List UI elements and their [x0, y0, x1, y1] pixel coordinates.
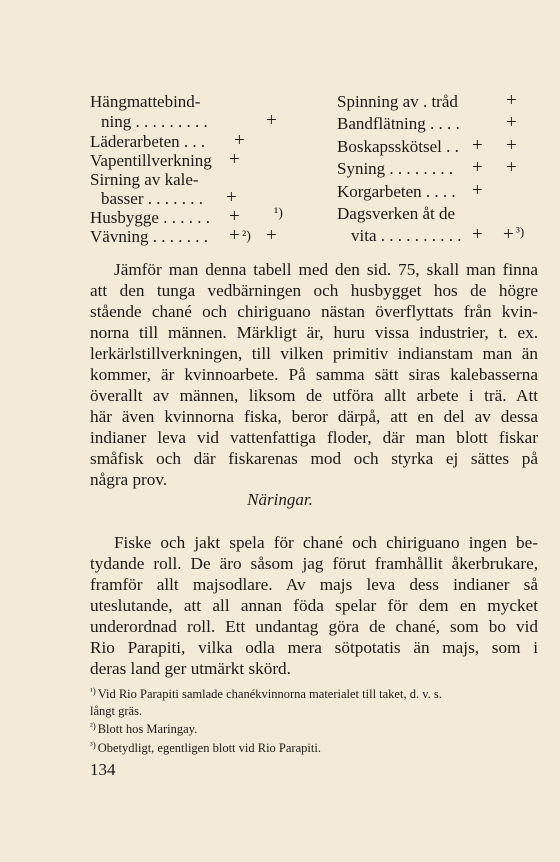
table-row: Boskapsskötsel . . [337, 137, 459, 156]
table-row: Spinning av . tråd [337, 92, 458, 111]
footnote-text: långt gräs. [90, 704, 143, 718]
text-line: här även kvinnorna fiska, beror därpå, att en del av dessa [90, 407, 538, 426]
plus-mark: + [472, 224, 483, 245]
text-line: överallt av männen, liksom de utföra allt arbete i trä. Att [90, 386, 538, 405]
footnote-2 [90, 721, 538, 738]
table-row: Bandflätning . . . . [337, 114, 460, 133]
body-paragraph-1 [90, 259, 538, 490]
plus-mark: + [472, 180, 483, 201]
text-line: underordnad roll. Ett undantag göra de chané, som bo vid [90, 617, 538, 636]
table-row: vita . . . . . . . . . . [351, 226, 462, 245]
section-heading: Näringar. [247, 490, 313, 509]
table-row: Vävning . . . . . . . [90, 227, 209, 246]
table-row: Läderarbeten . . . [90, 132, 206, 151]
footnote-1 [90, 686, 538, 719]
footnote-ref: ¹) [274, 206, 283, 221]
text-line: stående chané och chiriguano nästan överflyttats från kvin- [90, 302, 538, 321]
table-row: Syning . . . . . . . . [337, 159, 454, 178]
text-line: några prov. [90, 470, 168, 489]
text-line: norna till männen. Märkligt är, huru vissa industrier, t. ex. [90, 323, 538, 342]
text-line: tydande roll. De äro såsom jag förut framhållit åkerbrukare, [90, 554, 538, 573]
plus-mark: + [506, 135, 517, 156]
plus-mark: + [506, 112, 517, 133]
footnote-mark: ²) [90, 721, 96, 731]
table-row: Husbygge . . . . . . [90, 208, 210, 227]
text-line: framför allt majsodlare. Av majs leva dess indianer så [90, 575, 538, 594]
page-number: 134 [90, 760, 116, 779]
footnote-3 [90, 740, 538, 757]
plus-mark: + [229, 225, 240, 246]
plus-mark: + [229, 149, 240, 170]
footnote-ref: ³) [516, 224, 525, 239]
text-line: småfisk och där fiskarenas mod och styrka ej sättes på [90, 449, 538, 468]
text-line: Jämför man denna tabell med den sid. 75, skall man finna [114, 260, 538, 279]
plus-mark: + [506, 157, 517, 178]
plus-mark: + [266, 110, 277, 131]
plus-mark: + [503, 224, 514, 245]
table-row: basser . . . . . . . [101, 189, 203, 208]
plus-mark: + [506, 90, 517, 111]
plus-mark: + [472, 135, 483, 156]
text-line: deras land ger utmärkt skörd. [90, 659, 291, 678]
table-row: Hängmattebind- [90, 92, 201, 111]
footnote-mark: ¹) [90, 686, 96, 696]
plus-mark: + [266, 225, 277, 246]
text-line: Rio Parapiti, vilka odla mera sötpotatis än majs, som i [90, 638, 538, 657]
footnote-text: Vid Rio Parapiti samlade chanékvinnorna materialet till taket, d. v. s. [97, 687, 442, 701]
table-row: Vapentillverkning [90, 151, 212, 170]
body-paragraph-2 [90, 532, 538, 679]
text-line: indianer leva vid vattenfattiga floder, där man blott fiskar [90, 428, 538, 447]
footnote-text: Obetydligt, egentligen blott vid Rio Parapiti. [97, 741, 321, 755]
footnote-ref: ²) [242, 229, 251, 244]
table-row: Korgarbeten . . . . [337, 182, 456, 201]
plus-mark: + [226, 187, 237, 208]
table-row: Sirning av kale- [90, 170, 199, 189]
text-line: uteslutande, att all annan föda spelar för dem en mycket [90, 596, 538, 615]
table-row: Dagsverken åt de [337, 204, 456, 223]
text-line: att den tunga vedbärningen och husbygget hos de högre [90, 281, 538, 300]
table-row: ning . . . . . . . . . [101, 112, 208, 131]
footnote-text: Blott hos Maringay. [97, 722, 198, 736]
footnote-mark: ³) [90, 740, 96, 750]
text-line: kommer, är kvinnoarbete. På samma sätt siras kalebasserna [90, 365, 538, 384]
text-line: lerkärlstillverkningen, till vilken primitiv indianstam man än [90, 344, 538, 363]
plus-mark: + [229, 206, 240, 227]
plus-mark: + [234, 130, 245, 151]
text-line: Fiske och jakt spela för chané och chiriguano ingen be- [114, 533, 538, 552]
plus-mark: + [472, 157, 483, 178]
